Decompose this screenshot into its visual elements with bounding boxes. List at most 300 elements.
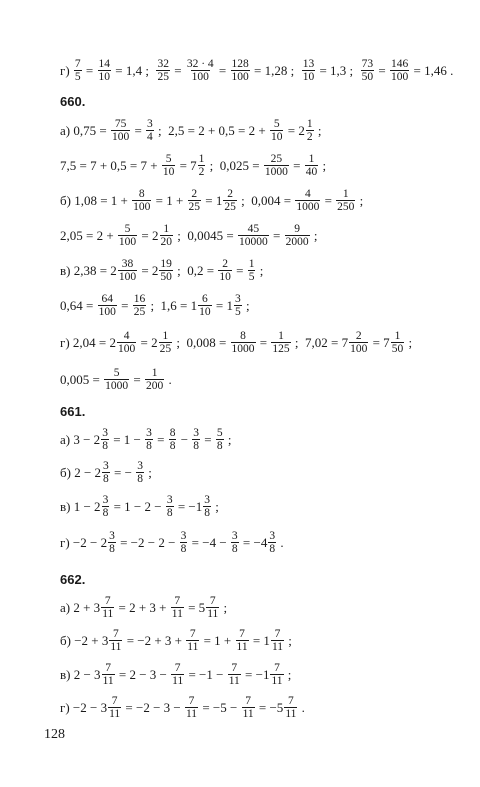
- math-text: = 2 − 3 −: [115, 667, 171, 683]
- fraction-numerator: 7: [74, 58, 81, 70]
- fraction-numerator: 5: [273, 118, 280, 130]
- math-text: =: [153, 432, 168, 448]
- fraction-denominator: 11: [228, 675, 240, 688]
- fraction-numerator: 32: [157, 58, 169, 70]
- fraction: [171, 595, 184, 620]
- math-text: =: [131, 123, 146, 139]
- fraction-numerator: 9: [294, 223, 300, 235]
- fraction-denominator: 4: [147, 131, 153, 144]
- fraction-denominator: 8: [103, 473, 109, 486]
- solution-line: [60, 595, 227, 620]
- fraction-denominator: 11: [271, 641, 284, 654]
- fraction-numerator: 7: [287, 695, 294, 707]
- fraction-numerator: 5: [124, 223, 131, 235]
- math-text: =: [82, 63, 97, 79]
- fraction-denominator: 8: [193, 440, 200, 453]
- fraction: [117, 330, 136, 355]
- fraction: [146, 118, 154, 143]
- fraction-denominator: 11: [285, 708, 297, 721]
- solution-line: [60, 367, 172, 392]
- math-text: =: [170, 63, 185, 79]
- fraction: [145, 367, 164, 392]
- fraction-numerator: 3: [269, 530, 276, 542]
- math-text: =: [289, 158, 304, 174]
- math-text: −: [177, 432, 192, 448]
- fraction-numerator: 7: [209, 595, 216, 607]
- fraction-denominator: 5: [234, 306, 241, 319]
- fraction-numerator: 3: [103, 460, 109, 472]
- fraction-denominator: 25: [157, 71, 169, 84]
- solution-line: [60, 153, 326, 178]
- fraction: [133, 293, 147, 318]
- math-text: = −4: [239, 535, 268, 551]
- math-text: ;: [242, 298, 250, 314]
- fraction-numerator: 14: [98, 58, 111, 70]
- fraction-numerator: 1: [278, 330, 284, 342]
- fraction: [188, 188, 202, 213]
- fraction-denominator: 11: [242, 708, 254, 721]
- fraction-denominator: 100: [111, 131, 130, 144]
- fraction-numerator: 3: [180, 530, 187, 542]
- fraction-numerator: 16: [133, 293, 146, 305]
- fraction: [166, 494, 174, 519]
- fraction-denominator: 1000: [296, 201, 320, 214]
- fraction-denominator: 8: [216, 440, 223, 453]
- fraction: [203, 494, 211, 519]
- fraction-numerator: 1: [394, 330, 401, 342]
- fraction-numerator: 3: [204, 494, 210, 506]
- fraction: [145, 427, 153, 452]
- fraction-denominator: 50: [361, 71, 374, 84]
- fraction: [136, 460, 144, 485]
- math-text: в) 2,38 = 2: [60, 263, 117, 279]
- fraction-denominator: 40: [305, 166, 318, 179]
- fraction-denominator: 50: [391, 343, 404, 356]
- math-text: ;: [319, 158, 327, 174]
- fraction: [391, 330, 405, 355]
- fraction: [101, 595, 114, 620]
- fraction-numerator: 8: [169, 427, 176, 439]
- fraction-denominator: 8: [102, 507, 109, 520]
- math-text: 0,005 =: [60, 372, 104, 388]
- math-text: ;: [224, 432, 232, 448]
- fraction-numerator: 75: [114, 118, 127, 130]
- fraction: [101, 427, 109, 452]
- math-text: = 1 −: [109, 432, 145, 448]
- math-text: ;: [314, 123, 322, 139]
- fraction: [270, 662, 283, 687]
- math-text: = 2 + 3 +: [115, 600, 170, 616]
- fraction: [109, 628, 122, 653]
- fraction-denominator: 2000: [285, 236, 309, 249]
- fraction-denominator: 5: [74, 71, 81, 84]
- math-text: ; 1,6 = 1: [147, 298, 198, 314]
- fraction: [98, 293, 117, 318]
- fraction-denominator: 8: [204, 507, 210, 520]
- fraction: [159, 330, 173, 355]
- solution-line: [60, 695, 305, 720]
- math-text: ;: [284, 667, 292, 683]
- fraction: [160, 223, 174, 248]
- fraction-denominator: 10: [219, 271, 231, 284]
- solution-line: [60, 494, 219, 519]
- math-text: = 1: [249, 633, 270, 649]
- math-text: = 2: [138, 228, 159, 244]
- fraction: [159, 258, 173, 283]
- fraction-denominator: 100: [350, 343, 368, 356]
- math-text: 2,05 = 2 +: [60, 228, 117, 244]
- math-text: = 1 +: [152, 193, 187, 209]
- fraction: [74, 58, 82, 83]
- fraction-numerator: 3: [231, 530, 238, 542]
- fraction: [185, 695, 198, 720]
- fraction: [171, 662, 184, 687]
- fraction-numerator: 7: [174, 595, 181, 607]
- fraction: [192, 427, 200, 452]
- fraction-denominator: 11: [207, 608, 219, 621]
- fraction-numerator: 1: [163, 223, 170, 235]
- fraction-numerator: 1: [248, 258, 255, 270]
- fraction: [156, 58, 170, 83]
- fraction-numerator: 7: [274, 662, 280, 674]
- fraction-denominator: 8: [109, 543, 115, 556]
- fraction-denominator: 250: [337, 201, 355, 214]
- math-text: г) −2 − 2: [60, 535, 108, 551]
- fraction-denominator: 11: [171, 608, 183, 621]
- fraction-numerator: 3: [109, 530, 115, 542]
- math-text: ; 7,02 = 7: [291, 335, 349, 351]
- math-text: =: [269, 228, 284, 244]
- fraction-numerator: 2: [355, 330, 362, 342]
- math-text: ;: [405, 335, 413, 351]
- fraction-numerator: 7: [239, 628, 245, 640]
- fraction: [118, 223, 137, 248]
- math-text: = −4 −: [188, 535, 230, 551]
- math-text: .: [298, 700, 305, 716]
- math-text: =: [256, 335, 271, 351]
- fraction-numerator: 1: [162, 330, 169, 342]
- fraction: [169, 427, 177, 452]
- fraction-numerator: 3: [193, 427, 200, 439]
- math-text: = −1: [174, 499, 203, 515]
- math-text: = −: [110, 465, 136, 481]
- fraction: [108, 695, 121, 720]
- fraction-numerator: 1: [308, 153, 315, 165]
- fraction: [223, 188, 237, 213]
- fraction-denominator: 11: [236, 641, 248, 654]
- fraction: [102, 460, 110, 485]
- fraction-numerator: 2: [227, 188, 233, 200]
- fraction-numerator: 3: [234, 293, 241, 305]
- math-text: .: [277, 535, 284, 551]
- math-text: = 1: [212, 298, 233, 314]
- fraction-denominator: 11: [172, 675, 184, 688]
- math-text: = 1,28 ;: [250, 63, 301, 79]
- fraction-numerator: 1: [198, 153, 205, 165]
- fraction-numerator: 2: [222, 258, 228, 270]
- solution-line: [60, 223, 317, 248]
- solution-line: [60, 530, 284, 555]
- math-text: = 5: [184, 600, 206, 616]
- fraction-numerator: 7: [111, 695, 118, 707]
- fraction-denominator: 2: [306, 131, 313, 144]
- fraction-denominator: 125: [272, 343, 290, 356]
- math-text: =: [375, 63, 389, 79]
- fraction-denominator: 5: [248, 271, 255, 284]
- fraction: [248, 258, 256, 283]
- fraction-numerator: 8: [138, 188, 145, 200]
- fraction-denominator: 11: [271, 675, 283, 688]
- math-text: б) 2 − 2: [60, 465, 102, 481]
- math-text: =: [232, 263, 247, 279]
- fraction: [242, 695, 255, 720]
- math-text: ; 2,5 = 2 + 0,5 = 2 +: [154, 123, 269, 139]
- fraction: [102, 662, 115, 687]
- fraction: [271, 330, 290, 355]
- fraction: [306, 118, 314, 143]
- fraction-denominator: 20: [160, 236, 173, 249]
- fraction: [231, 530, 239, 555]
- fraction: [264, 153, 289, 178]
- math-text: 7,5 = 7 + 0,5 = 7 +: [60, 158, 161, 174]
- fraction-numerator: 6: [202, 293, 208, 305]
- fraction-numerator: 5: [165, 153, 172, 165]
- math-text: =: [215, 63, 230, 79]
- fraction-numerator: 4: [304, 188, 311, 200]
- math-text: в) 2 − 3: [60, 667, 101, 683]
- math-text: а) 3 − 2: [60, 432, 101, 448]
- fraction-denominator: 8: [269, 543, 276, 556]
- fraction-numerator: 5: [113, 367, 120, 379]
- fraction-denominator: 11: [187, 641, 199, 654]
- fraction-numerator: 128: [231, 58, 249, 70]
- fraction: [198, 293, 212, 318]
- fraction: [285, 223, 310, 248]
- fraction-denominator: 10000: [238, 236, 268, 249]
- fraction-numerator: 13: [302, 58, 315, 70]
- math-text: = −5: [255, 700, 284, 716]
- fraction-numerator: 64: [101, 293, 113, 305]
- fraction: [284, 695, 297, 720]
- fraction-numerator: 8: [240, 330, 246, 342]
- math-text: = −5 −: [199, 700, 241, 716]
- math-text: ;: [356, 193, 364, 209]
- fraction-denominator: 10: [199, 306, 211, 319]
- fraction-numerator: 3: [102, 494, 109, 506]
- fraction-denominator: 8: [231, 543, 238, 556]
- math-text: ;: [220, 600, 228, 616]
- math-text: = −2 − 3 −: [122, 700, 184, 716]
- fraction: [361, 58, 375, 83]
- math-text: ; 0,025 =: [206, 158, 263, 174]
- problem-number-660: 660.: [60, 94, 86, 109]
- fraction-numerator: 7: [188, 695, 195, 707]
- fraction-denominator: 8: [102, 440, 108, 453]
- math-text: б) −2 + 3: [60, 633, 109, 649]
- solution-line: [60, 188, 363, 213]
- fraction: [336, 188, 355, 213]
- fraction: [198, 153, 206, 178]
- fraction-denominator: 25: [224, 201, 236, 214]
- fraction: [228, 662, 241, 687]
- fraction-numerator: 7: [231, 662, 238, 674]
- math-text: = 1,46 .: [410, 63, 454, 79]
- math-text: ;: [256, 263, 264, 279]
- fraction: [236, 628, 249, 653]
- fraction: [186, 628, 199, 653]
- fraction-denominator: 25: [133, 306, 146, 319]
- fraction-denominator: 8: [146, 440, 152, 453]
- fraction-denominator: 10: [162, 166, 175, 179]
- fraction: [349, 330, 368, 355]
- math-text: .: [165, 372, 172, 388]
- fraction-numerator: 7: [104, 595, 111, 607]
- fraction-numerator: 25: [270, 153, 283, 165]
- fraction-denominator: 2: [198, 166, 205, 179]
- solution-line: [60, 58, 453, 83]
- fraction-numerator: 1: [342, 188, 349, 200]
- math-text: а) 2 + 3: [60, 600, 101, 616]
- fraction: [180, 530, 188, 555]
- fraction: [104, 367, 129, 392]
- fraction-denominator: 100: [118, 343, 136, 356]
- math-text: =: [130, 372, 144, 388]
- fraction-denominator: 11: [102, 675, 114, 688]
- math-text: = 1 − 2 −: [110, 499, 165, 515]
- fraction-numerator: 146: [391, 58, 409, 70]
- fraction-numerator: 4: [123, 330, 130, 342]
- math-text: = −1 −: [185, 667, 227, 683]
- fraction-numerator: 32 · 4: [186, 58, 214, 70]
- solution-line: [60, 330, 412, 355]
- math-text: =: [117, 298, 132, 314]
- math-text: 0,64 =: [60, 298, 97, 314]
- math-text: = 2: [138, 263, 159, 279]
- math-text: б) 1,08 = 1 +: [60, 193, 132, 209]
- fraction-denominator: 25: [188, 201, 201, 214]
- fraction-numerator: 2: [191, 188, 198, 200]
- fraction-denominator: 11: [185, 708, 198, 721]
- math-text: =: [201, 432, 215, 448]
- fraction: [271, 628, 284, 653]
- fraction-denominator: 100: [191, 71, 209, 84]
- fraction: [238, 223, 269, 248]
- fraction-numerator: 3: [102, 427, 108, 439]
- fraction-denominator: 8: [169, 440, 176, 453]
- math-text: =: [321, 193, 336, 209]
- fraction-numerator: 3: [166, 494, 173, 506]
- fraction-denominator: 100: [98, 306, 116, 319]
- fraction-numerator: 45: [247, 223, 260, 235]
- fraction: [231, 330, 256, 355]
- solution-line: [60, 118, 321, 143]
- solution-line: [60, 258, 263, 283]
- math-text: ;: [285, 633, 292, 649]
- solution-line: [60, 293, 250, 318]
- math-text: г) −2 − 3: [60, 700, 108, 716]
- page-number: 128: [44, 727, 65, 742]
- fraction-denominator: 1000: [264, 166, 288, 179]
- fraction-denominator: 11: [102, 608, 114, 621]
- fraction: [216, 427, 224, 452]
- solution-line: [60, 460, 152, 485]
- fraction-numerator: 5: [216, 427, 223, 439]
- fraction-numerator: 7: [105, 662, 111, 674]
- math-text: ;: [211, 499, 219, 515]
- fraction: [111, 118, 130, 143]
- fraction-denominator: 200: [145, 380, 164, 393]
- fraction: [108, 530, 116, 555]
- fraction: [118, 258, 137, 283]
- fraction: [162, 153, 176, 178]
- math-text: ;: [310, 228, 318, 244]
- fraction: [102, 494, 110, 519]
- fraction-numerator: 19: [160, 258, 172, 270]
- math-text: = −2 − 2 −: [116, 535, 179, 551]
- fraction-denominator: 11: [109, 708, 121, 721]
- fraction-denominator: 11: [110, 641, 122, 654]
- fraction-numerator: 7: [274, 628, 281, 640]
- fraction: [390, 58, 409, 83]
- math-text: ;: [144, 465, 152, 481]
- fraction-denominator: 10: [98, 71, 111, 84]
- fraction-denominator: 8: [166, 507, 173, 520]
- solution-line: [60, 628, 292, 653]
- math-text: = 7: [176, 158, 197, 174]
- solution-line: [60, 662, 291, 687]
- solution-line: [60, 427, 232, 452]
- math-text: в) 1 − 2: [60, 499, 101, 515]
- fraction: [270, 118, 284, 143]
- fraction: [218, 258, 232, 283]
- fraction-numerator: 3: [137, 460, 143, 472]
- fraction-denominator: 25: [159, 343, 172, 356]
- fraction-denominator: 10: [302, 71, 315, 84]
- fraction: [268, 530, 276, 555]
- fraction: [186, 58, 215, 83]
- fraction-denominator: 8: [137, 473, 143, 486]
- fraction-numerator: 7: [174, 662, 181, 674]
- fraction: [98, 58, 112, 83]
- math-text: = −2 + 3 +: [123, 633, 186, 649]
- problem-number-661: 661.: [60, 404, 86, 419]
- fraction-numerator: 73: [361, 58, 374, 70]
- fraction-denominator: 100: [391, 71, 409, 84]
- fraction-numerator: 3: [147, 118, 153, 130]
- fraction-numerator: 7: [245, 695, 251, 707]
- math-text: а) 0,75 =: [60, 123, 110, 139]
- fraction: [132, 188, 151, 213]
- fraction-numerator: 7: [113, 628, 119, 640]
- math-text: ; 0,004 =: [237, 193, 295, 209]
- fraction: [234, 293, 242, 318]
- math-text: = 1,3 ;: [316, 63, 360, 79]
- math-text: ; 0,2 =: [173, 263, 218, 279]
- math-text: г): [60, 63, 73, 79]
- math-text: = −1: [241, 667, 270, 683]
- fraction: [231, 58, 250, 83]
- fraction-numerator: 38: [121, 258, 134, 270]
- math-text: г) 2,04 = 2: [60, 335, 116, 351]
- fraction-numerator: 7: [189, 628, 196, 640]
- math-text: = 1,4 ;: [112, 63, 156, 79]
- problem-number-662: 662.: [60, 572, 86, 587]
- fraction-numerator: 1: [151, 367, 158, 379]
- math-text: = 2: [284, 123, 305, 139]
- fraction-denominator: 100: [231, 71, 249, 84]
- fraction-denominator: 1000: [231, 343, 255, 356]
- fraction-denominator: 8: [180, 543, 187, 556]
